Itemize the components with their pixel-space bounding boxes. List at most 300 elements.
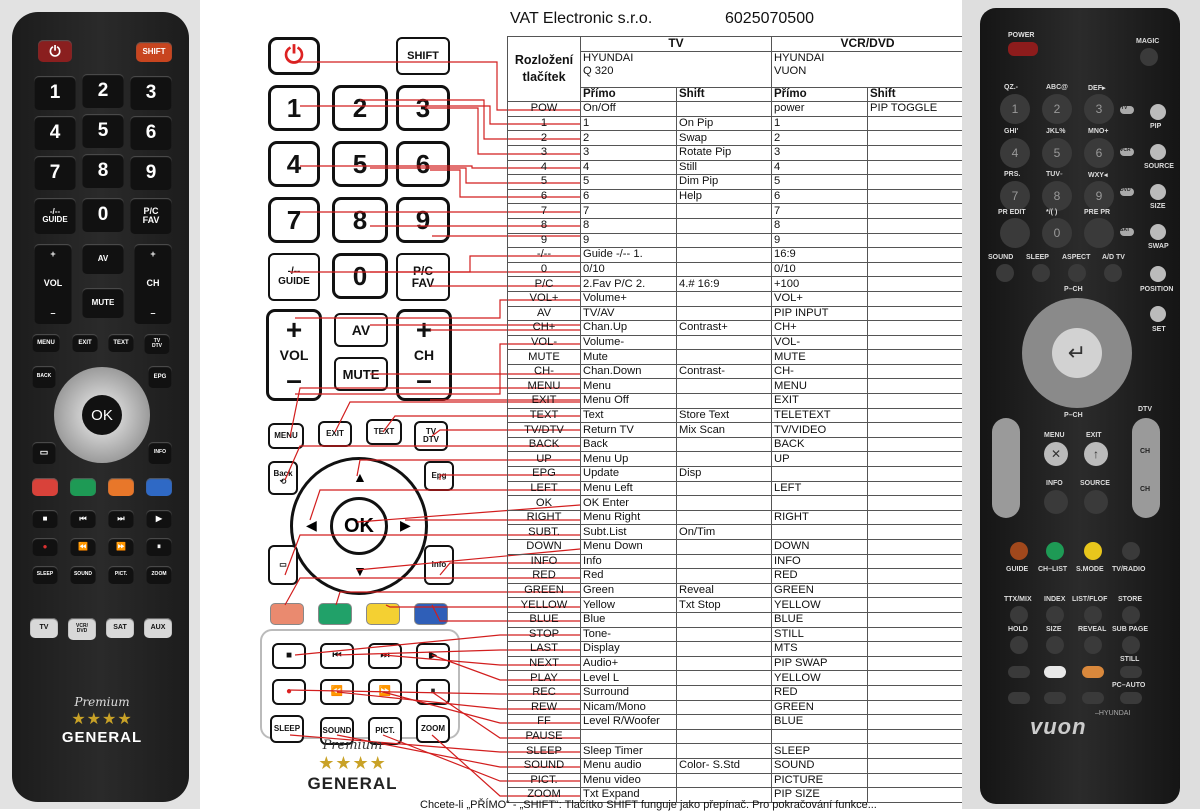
vuon-rec-button[interactable] [1008, 666, 1030, 678]
vuon-blue-button[interactable] [1122, 542, 1140, 560]
function-cell: BLUE [772, 715, 868, 730]
function-cell: MTS [772, 642, 868, 657]
diagram-key-4[interactable]: 4 [268, 141, 320, 187]
digit-0-button[interactable]: 0 [82, 198, 124, 232]
function-cell: 3 [581, 145, 677, 160]
vuon-exit-label: EXIT [1086, 432, 1102, 439]
diagram-sleep-button[interactable]: SLEEP [270, 715, 304, 743]
diagram-green-button[interactable] [318, 603, 352, 625]
vuon-exit-button[interactable]: ↑ [1084, 442, 1108, 466]
function-cell [677, 350, 772, 365]
key-name-cell: RIGHT [508, 510, 581, 525]
exit-button[interactable]: EXIT [72, 334, 98, 352]
blue-button[interactable] [146, 478, 172, 496]
function-cell [677, 569, 772, 584]
vuon-pch-top-label: P–CH [1064, 286, 1083, 293]
epg-button[interactable]: EPG [148, 366, 172, 388]
function-cell [868, 496, 964, 511]
vuon-tv-radio-label: TV/RADIO [1112, 566, 1146, 573]
function-cell [772, 496, 868, 511]
vuon-pre-pr-label: PRE PR [1084, 209, 1111, 216]
vcr-label: VCR/ [76, 622, 88, 629]
diagram-logo-premium: Premium [322, 738, 383, 753]
subheader-1: Shift [677, 87, 772, 102]
function-cell: PIP TOGGLE [868, 102, 964, 117]
table-row [508, 496, 964, 511]
key-name-cell: RED [508, 569, 581, 584]
table-row [508, 569, 964, 584]
table-row [508, 627, 964, 642]
vuon-sleep-button[interactable] [1032, 264, 1050, 282]
vuon-key-3[interactable]: 3 [1084, 94, 1114, 124]
vuon-dtv-label: DTV [1138, 406, 1152, 413]
sat-mode-button[interactable]: SAT [106, 618, 134, 638]
vuon-set-button[interactable] [1150, 306, 1166, 322]
function-cell: Back [581, 437, 677, 452]
diagram-tv-dtv-button[interactable]: TV DTV [414, 421, 448, 451]
function-cell [677, 496, 772, 511]
function-cell: 6 [581, 189, 677, 204]
text-button[interactable]: TEXT [108, 334, 134, 352]
function-cell: Info [581, 554, 677, 569]
table-row [508, 379, 964, 394]
vuon-red-button[interactable] [1010, 542, 1028, 560]
fast-forward-button[interactable]: ⏩ [108, 538, 134, 556]
function-cell [677, 642, 772, 657]
function-cell: Chan.Down [581, 364, 677, 379]
function-cell [868, 729, 964, 744]
function-cell: 4.# 16:9 [677, 277, 772, 292]
vuon-rewind-button[interactable] [1008, 692, 1030, 704]
power-button[interactable]: ⏻ [38, 40, 72, 62]
function-cell: MENU [772, 379, 868, 394]
function-cell: Nicam/Mono [581, 700, 677, 715]
play-button[interactable]: ▶ [146, 510, 172, 528]
key-name-cell: 6 [508, 189, 581, 204]
vuon-key-5[interactable]: 5 [1042, 138, 1072, 168]
diagram-pause-button[interactable]: ⏸ [416, 679, 450, 705]
function-cell: 7 [581, 204, 677, 219]
vuon-power-label: POWER [1008, 32, 1035, 39]
rewind-button[interactable]: ⏪ [70, 538, 96, 556]
vuon-index-button[interactable] [1046, 606, 1064, 624]
function-cell: Swap [677, 131, 772, 146]
diagram-exit-button[interactable]: EXIT [318, 421, 352, 447]
function-cell [868, 233, 964, 248]
function-cell: Level R/Woofer [581, 715, 677, 730]
vol-minus: – [50, 307, 56, 318]
key-name-cell: MUTE [508, 350, 581, 365]
vuon-white-button[interactable] [1044, 666, 1066, 678]
diagram-subtitle-button[interactable]: ▭ [268, 545, 298, 585]
function-cell: Menu Left [581, 481, 677, 496]
key-name-cell: P/C [508, 277, 581, 292]
function-cell [868, 218, 964, 233]
diagram-sound-button[interactable]: SOUND [320, 717, 354, 745]
function-cell: 9 [772, 233, 868, 248]
key-name-cell: PLAY [508, 671, 581, 686]
subheader-0: Přímo [581, 87, 677, 102]
diagram-ff-button[interactable]: ⏩ [368, 679, 402, 705]
info-button[interactable]: INFO [148, 442, 172, 464]
vuon-still-label: STILL [1120, 656, 1140, 663]
vuon-ch-list-label: CH–LIST [1038, 566, 1068, 573]
sleep-button[interactable]: SLEEP [32, 566, 58, 584]
digit-1-button[interactable]: 1 [34, 76, 76, 110]
diagram-key-8[interactable]: 8 [332, 197, 388, 243]
function-cell: TV/VIDEO [772, 423, 868, 438]
vuon-ttx-mix-button[interactable] [1010, 606, 1028, 624]
vuon-key-1[interactable]: 1 [1000, 94, 1030, 124]
digit-8-button[interactable]: 8 [82, 154, 124, 188]
pc-fav-button[interactable] [130, 198, 172, 234]
tv-mode-button[interactable]: TV [30, 618, 58, 638]
vuon-key-8[interactable]: 8 [1042, 181, 1072, 211]
digit-6-button[interactable]: 6 [130, 116, 172, 150]
table-row [508, 598, 964, 613]
vuon-info-button[interactable] [1044, 490, 1068, 514]
diagram-menu-button[interactable]: MENU [268, 423, 304, 449]
function-cell: 5 [772, 175, 868, 190]
diagram-key-9[interactable]: 9 [396, 197, 450, 243]
diagram-prev-button[interactable]: ⏮ [320, 643, 354, 669]
vuon-power-button[interactable] [1008, 42, 1038, 56]
function-cell [868, 598, 964, 613]
vuon-position-label: POSITION [1140, 286, 1174, 293]
diagram-channel-rocker[interactable]: + CH – [396, 309, 452, 401]
vuon-key-7[interactable]: 7 [1000, 181, 1030, 211]
vuon-yellow-button[interactable] [1084, 542, 1102, 560]
function-cell [868, 335, 964, 350]
diagram-rewind-button[interactable]: ⏪ [320, 679, 354, 705]
diagram-key-1[interactable]: 1 [268, 85, 320, 131]
subheader-2: Přímo [772, 87, 868, 102]
function-cell [868, 656, 964, 671]
diagram-blue-button[interactable] [414, 603, 448, 625]
shift-button[interactable]: SHIFT [136, 42, 172, 62]
red-button[interactable] [32, 478, 58, 496]
vuon-pc-auto-button[interactable] [1120, 692, 1142, 704]
vuon-channel-rocker[interactable] [1132, 418, 1160, 518]
key-name-cell: 1 [508, 116, 581, 131]
diagram-info-button[interactable]: Info [424, 545, 454, 585]
mute-button[interactable]: MUTE [82, 288, 124, 318]
vuon-swap-label: SWAP [1148, 243, 1169, 250]
diagram-zoom-button[interactable]: ZOOM [416, 715, 450, 743]
function-cell: Chan.Up [581, 321, 677, 336]
table-row [508, 437, 964, 452]
aux-mode-button[interactable]: AUX [144, 618, 172, 638]
function-cell: Disp [677, 467, 772, 482]
key-name-cell: INFO [508, 554, 581, 569]
digit-5-button[interactable]: 5 [82, 114, 124, 148]
vuon-key-0[interactable]: 0 [1042, 218, 1072, 248]
vuon-hold-button[interactable] [1010, 636, 1028, 654]
vuon-size-button[interactable] [1150, 184, 1166, 200]
diagram-key-2[interactable]: 2 [332, 85, 388, 131]
digit-9-button[interactable]: 9 [130, 156, 172, 190]
function-cell: Update [581, 467, 677, 482]
vuon-key-8-label: TUV◦ [1046, 171, 1063, 178]
function-cell [677, 612, 772, 627]
vuon-key-2[interactable]: 2 [1042, 94, 1072, 124]
vuon-volume-rocker[interactable] [992, 418, 1020, 518]
function-cell [868, 291, 964, 306]
diagram-ok-button[interactable]: OK [330, 497, 388, 555]
function-cell [868, 467, 964, 482]
function-cell [581, 729, 677, 744]
diagram-key-7[interactable]: 7 [268, 197, 320, 243]
table-row [508, 175, 964, 190]
function-cell [677, 248, 772, 263]
vuon-key-4[interactable]: 4 [1000, 138, 1030, 168]
key-name-cell: UP [508, 452, 581, 467]
vuon-enter-button[interactable]: ↵ [1052, 328, 1102, 378]
vuon-key-4-label: GHI' [1004, 128, 1019, 135]
dtv-label: DTV [152, 343, 162, 349]
diagram-pc-fav-button[interactable]: P/C FAV [396, 253, 450, 301]
key-name-cell: POW [508, 102, 581, 117]
diagram-key-0[interactable]: 0 [332, 253, 388, 299]
zoom-button[interactable]: ZOOM [146, 566, 172, 584]
function-cell [677, 394, 772, 409]
function-cell [868, 145, 964, 160]
function-cell [677, 335, 772, 350]
vuon-swap-button[interactable] [1150, 224, 1166, 240]
pc-label: P/C [143, 205, 159, 216]
vuon-key-1-label: QZ.- [1004, 84, 1018, 91]
diagram-next-button[interactable]: ⏭ [368, 643, 402, 669]
vuon-sleep-label: SLEEP [1026, 254, 1049, 261]
prev-button[interactable]: ⏮ [70, 510, 96, 528]
vuon-reveal-button[interactable] [1084, 636, 1102, 654]
green-button[interactable] [70, 478, 96, 496]
function-cell [677, 540, 772, 555]
vuon-sound-button[interactable] [996, 264, 1014, 282]
diagram-key-3[interactable]: 3 [396, 85, 450, 131]
function-cell: Text [581, 408, 677, 423]
function-cell [868, 277, 964, 292]
function-cell [677, 671, 772, 686]
table-row [508, 277, 964, 292]
function-cell: TV/AV [581, 306, 677, 321]
diagram-right-arrow-icon: ▶ [400, 517, 411, 533]
diagram-down-arrow-icon: ▼ [353, 563, 367, 579]
subheader-3: Shift [868, 87, 964, 102]
table-row [508, 145, 964, 160]
function-cell: Txt Stop [677, 598, 772, 613]
key-name-cell: SOUND [508, 758, 581, 773]
function-cell: PIP SIZE [772, 788, 868, 803]
function-cell: DOWN [772, 540, 868, 555]
vuon-magic-button[interactable] [1140, 48, 1158, 66]
diagram-pict-button[interactable]: PICT. [368, 717, 402, 745]
vuon-play-button[interactable] [1044, 692, 1066, 704]
vuon-still-button[interactable] [1120, 666, 1142, 678]
vuon-ad-tv-button[interactable] [1104, 264, 1122, 282]
vuon-ch-label-top: CH [1140, 448, 1151, 455]
diagram-epg-button[interactable]: Epg [424, 461, 454, 491]
vuon-orange-button[interactable] [1082, 666, 1104, 678]
table-row [508, 116, 964, 131]
diagram-stop-button[interactable]: ■ [272, 643, 306, 669]
vuon-pr-edit-button[interactable] [1000, 218, 1030, 248]
vuon-pip-button[interactable] [1150, 104, 1166, 120]
group-header-vcr-dvd: VCR/DVD [772, 37, 964, 52]
vuon-position-button[interactable] [1150, 266, 1166, 282]
model-tv [581, 51, 772, 87]
back-button[interactable]: BACK [32, 366, 56, 388]
vuon-symbol-label: */( ) [1046, 209, 1058, 216]
vol-plus: + [50, 249, 56, 259]
diagram-power-button[interactable]: ⏻ [268, 37, 320, 75]
diagram-logo-general: GENERAL [307, 774, 398, 793]
diagram-volume-rocker[interactable]: + VOL – [266, 309, 322, 401]
vuon-sat-label: SAT [1120, 227, 1130, 233]
diagram-general-logo [285, 738, 420, 809]
vuon-reveal-label: REVEAL [1078, 626, 1107, 633]
key-name-cell: BLUE [508, 612, 581, 627]
vuon-size-label: SIZE [1150, 203, 1166, 210]
function-cell: Menu Right [581, 510, 677, 525]
vuon-key-6[interactable]: 6 [1084, 138, 1114, 168]
vuon-dvd-label: DVD [1120, 187, 1131, 193]
vuon-ttx-mix-label: TTX/MIX [1004, 596, 1032, 603]
generic-remote-photo [0, 0, 200, 809]
function-cell: Blue [581, 612, 677, 627]
function-cell [868, 627, 964, 642]
function-cell: 5 [581, 175, 677, 190]
ok-button[interactable]: OK [82, 395, 122, 435]
function-cell: 3 [772, 145, 868, 160]
function-cell [868, 204, 964, 219]
guide-top-label: -/-- [49, 206, 61, 216]
subtitle-button[interactable]: ▭ [32, 442, 56, 464]
function-cell: Contrast- [677, 364, 772, 379]
digit-3-button[interactable]: 3 [130, 76, 172, 110]
function-cell [677, 700, 772, 715]
record-button[interactable]: ● [32, 538, 58, 556]
table-row [508, 700, 964, 715]
vuon-source-button[interactable] [1150, 144, 1166, 160]
vuon-pre-pr-button[interactable] [1084, 218, 1114, 248]
diagram-key-6[interactable]: 6 [396, 141, 450, 187]
function-cell: 16:9 [772, 248, 868, 263]
vuon-size-tt-label: SIZE [1046, 626, 1062, 633]
vuon-aspect-button[interactable] [1068, 264, 1086, 282]
function-cell [868, 306, 964, 321]
vuon-menu-button[interactable]: ✕ [1044, 442, 1068, 466]
diagram-av-button[interactable]: AV [334, 313, 388, 347]
orange-button[interactable] [108, 478, 134, 496]
logo-premium-text: Premium [74, 695, 130, 709]
vuon-key-6-label: MNO+ [1088, 128, 1109, 135]
diagram-guide-button[interactable]: -/-- GUIDE [268, 253, 320, 301]
channel-rocker[interactable] [134, 244, 172, 324]
key-name-cell: -/-- [508, 248, 581, 263]
function-cell [868, 379, 964, 394]
vuon-hold-label: HOLD [1008, 626, 1028, 633]
key-name-cell: AV [508, 306, 581, 321]
ch-label: CH [146, 278, 160, 289]
vuon-magic-label: MAGIC [1136, 38, 1160, 45]
diagram-mute-button[interactable]: MUTE [334, 357, 388, 391]
sound-button[interactable]: SOUND [70, 566, 96, 584]
diagram-red-button[interactable] [270, 603, 304, 625]
menu-button[interactable]: MENU [32, 334, 60, 352]
vuon-ff-button[interactable] [1082, 692, 1104, 704]
vuon-source-bottom-button[interactable] [1084, 490, 1108, 514]
function-cell [677, 102, 772, 117]
function-cell: Menu Down [581, 540, 677, 555]
vuon-green-button[interactable] [1046, 542, 1064, 560]
vuon-sub-page-label: SUB PAGE [1112, 626, 1149, 633]
company-name: VAT Electronic s.r.o. [510, 10, 653, 27]
diagram-shift-button[interactable]: SHIFT [396, 37, 450, 75]
digit-4-button[interactable]: 4 [34, 116, 76, 150]
function-cell [677, 437, 772, 452]
next-button[interactable]: ⏭ [108, 510, 134, 528]
function-cell [868, 408, 964, 423]
vuon-key-9-label: WXY◂ [1088, 172, 1108, 179]
table-row [508, 481, 964, 496]
table-row [508, 233, 964, 248]
volume-rocker[interactable] [34, 244, 72, 324]
function-cell [868, 364, 964, 379]
function-cell [868, 715, 964, 730]
function-cell: Color- S.Std [677, 758, 772, 773]
vuon-pc-auto-label: PC–AUTO [1112, 682, 1146, 689]
pict-button[interactable]: PICT. [108, 566, 134, 584]
vuon-size-tt-button[interactable] [1046, 636, 1064, 654]
digit-7-button[interactable]: 7 [34, 156, 76, 190]
table-row [508, 540, 964, 555]
vuon-menu-label: MENU [1044, 432, 1065, 439]
vuon-key-9[interactable]: 9 [1084, 181, 1114, 211]
diagram-yellow-button[interactable] [366, 603, 400, 625]
function-cell: Green [581, 583, 677, 598]
diagram-back-button[interactable]: Back ⟲ [268, 461, 298, 495]
key-name-cell: 7 [508, 204, 581, 219]
tv-dtv-button[interactable] [144, 334, 170, 354]
pause-button[interactable]: ⏸ [146, 538, 172, 556]
diagram-key-5[interactable]: 5 [332, 141, 388, 187]
function-cell: On/Off [581, 102, 677, 117]
function-cell: Help [677, 189, 772, 204]
diagram-play-button[interactable]: ▶ [416, 643, 450, 669]
function-cell: 7 [772, 204, 868, 219]
vuon-list-flof-button[interactable] [1084, 606, 1102, 624]
table-row [508, 335, 964, 350]
vuon-logo: vuon [1030, 714, 1087, 739]
function-cell: Level L [581, 671, 677, 686]
key-name-cell: PAUSE [508, 729, 581, 744]
function-cell [677, 510, 772, 525]
table-row [508, 350, 964, 365]
vuon-sub-page-button[interactable] [1122, 636, 1140, 654]
vcr-dvd-mode-button[interactable] [68, 618, 96, 640]
diagram-record-button[interactable]: ● [272, 679, 306, 705]
digit-2-button[interactable]: 2 [82, 74, 124, 108]
function-cell [677, 554, 772, 569]
av-button[interactable]: AV [82, 244, 124, 274]
table-row [508, 204, 964, 219]
guide-button[interactable] [34, 198, 76, 234]
vuon-store-button[interactable] [1122, 606, 1140, 624]
stop-button[interactable]: ■ [32, 510, 58, 528]
diagram-text-button[interactable]: TEXT [366, 419, 402, 445]
function-cell: Mute [581, 350, 677, 365]
